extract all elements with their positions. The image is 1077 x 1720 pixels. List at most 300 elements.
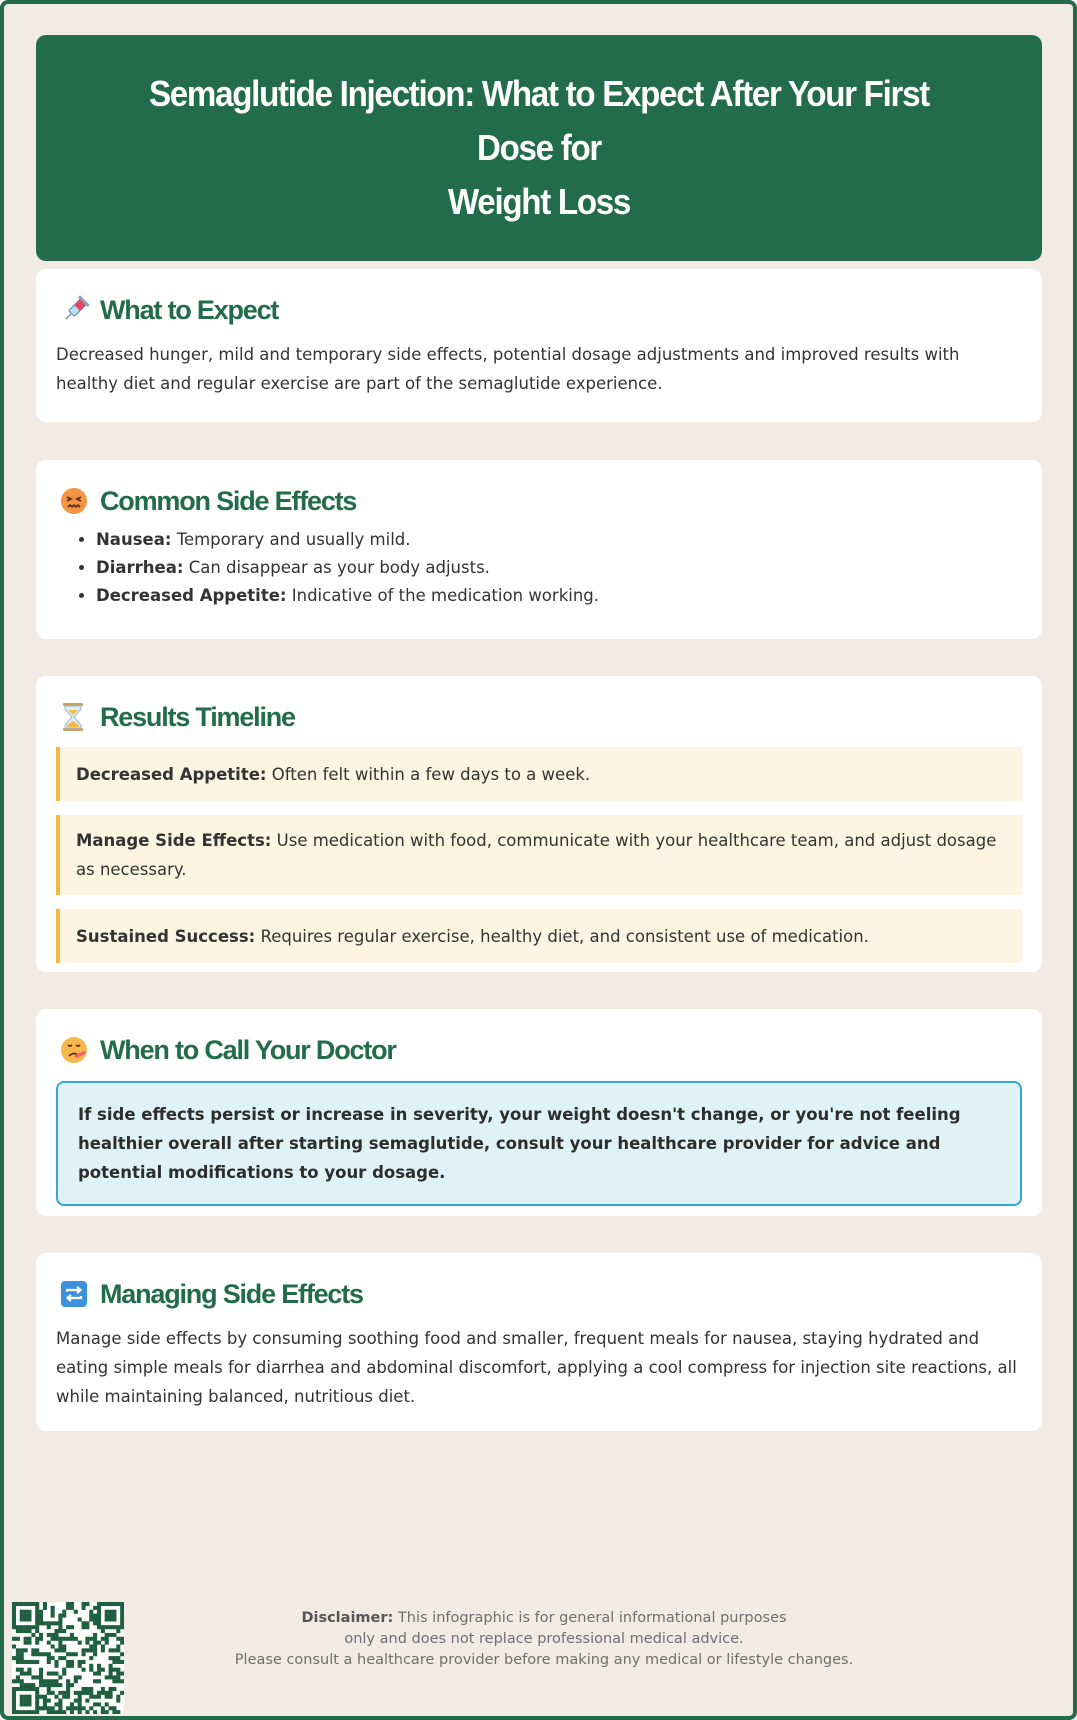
qr-module <box>51 1683 55 1687</box>
qr-module <box>78 1641 82 1645</box>
qr-module <box>89 1644 93 1648</box>
qr-module <box>16 1629 20 1633</box>
qr-module <box>35 1610 39 1614</box>
qr-module <box>27 1672 31 1676</box>
qr-module <box>70 1710 74 1714</box>
qr-module <box>78 1664 82 1668</box>
qr-module <box>74 1699 78 1703</box>
qr-module <box>112 1614 116 1618</box>
qr-module <box>24 1617 28 1621</box>
qr-module <box>93 1644 97 1648</box>
qr-module <box>39 1679 43 1683</box>
qr-module <box>12 1691 16 1695</box>
side-effect-label: Nausea: <box>96 530 172 549</box>
qr-module <box>82 1602 86 1606</box>
qr-module <box>12 1606 16 1610</box>
qr-module <box>39 1695 43 1699</box>
qr-module <box>35 1675 39 1679</box>
qr-module <box>16 1660 20 1664</box>
qr-module <box>70 1637 74 1641</box>
qr-module <box>105 1675 109 1679</box>
qr-module <box>120 1641 124 1645</box>
qr-module <box>116 1648 120 1652</box>
qr-module <box>93 1648 97 1652</box>
qr-module <box>35 1606 39 1610</box>
confounded-face-icon <box>56 484 96 518</box>
qr-module <box>97 1691 101 1695</box>
qr-module <box>58 1625 62 1629</box>
qr-module <box>51 1672 55 1676</box>
page-title-line2: Weight Loss <box>447 181 631 222</box>
qr-module <box>62 1691 66 1695</box>
qr-module <box>35 1614 39 1618</box>
qr-module <box>116 1625 120 1629</box>
what-to-expect-card <box>36 269 1042 422</box>
qr-module <box>51 1633 55 1637</box>
qr-module <box>93 1633 97 1637</box>
qr-module <box>39 1633 43 1637</box>
qr-module <box>58 1621 62 1625</box>
qr-module <box>12 1621 16 1625</box>
qr-module <box>66 1606 70 1610</box>
qr-module <box>20 1629 24 1633</box>
timeline-label: Manage Side Effects: <box>76 831 272 850</box>
qr-module <box>47 1679 51 1683</box>
call-doctor-heading <box>56 1033 1022 1067</box>
sick-face-icon <box>56 1033 96 1067</box>
managing-side-effects-heading <box>56 1277 1022 1311</box>
qr-module <box>35 1648 39 1652</box>
qr-module <box>97 1606 101 1610</box>
qr-module <box>27 1668 31 1672</box>
qr-module <box>101 1710 105 1714</box>
qr-module <box>31 1683 35 1687</box>
qr-module <box>70 1660 74 1664</box>
qr-module <box>47 1660 51 1664</box>
qr-module <box>70 1664 74 1668</box>
qr-module <box>47 1691 51 1695</box>
qr-module <box>109 1648 113 1652</box>
qr-module <box>24 1610 28 1614</box>
qr-module <box>101 1629 105 1633</box>
qr-module <box>78 1702 82 1706</box>
qr-module <box>47 1683 51 1687</box>
qr-module <box>27 1625 31 1629</box>
qr-module <box>31 1675 35 1679</box>
qr-module <box>54 1664 58 1668</box>
qr-module <box>78 1710 82 1714</box>
qr-module <box>97 1602 101 1606</box>
qr-module <box>112 1633 116 1637</box>
qr-module <box>51 1679 55 1683</box>
qr-module <box>47 1699 51 1703</box>
qr-module <box>85 1621 89 1625</box>
qr-module <box>109 1675 113 1679</box>
qr-module <box>27 1641 31 1645</box>
qr-module <box>47 1652 51 1656</box>
qr-module <box>105 1710 109 1714</box>
common-side-effects-heading <box>56 484 1022 518</box>
qr-module <box>16 1656 20 1660</box>
qr-module <box>109 1706 113 1710</box>
qr-module <box>35 1617 39 1621</box>
qr-module <box>39 1675 43 1679</box>
results-timeline-heading <box>56 700 1022 734</box>
qr-module <box>112 1668 116 1672</box>
qr-module <box>74 1679 78 1683</box>
qr-module <box>82 1606 86 1610</box>
qr-module <box>89 1691 93 1695</box>
qr-module <box>43 1621 47 1625</box>
qr-module <box>78 1675 82 1679</box>
qr-module <box>35 1621 39 1625</box>
qr-module <box>97 1668 101 1672</box>
qr-module <box>51 1621 55 1625</box>
qr-module <box>35 1625 39 1629</box>
qr-module <box>24 1614 28 1618</box>
qr-module <box>31 1633 35 1637</box>
qr-module <box>58 1641 62 1645</box>
qr-module <box>24 1602 28 1606</box>
qr-module <box>120 1672 124 1676</box>
qr-module <box>35 1699 39 1703</box>
qr-module <box>27 1695 31 1699</box>
qr-module <box>97 1672 101 1676</box>
qr-module <box>66 1691 70 1695</box>
qr-module <box>89 1637 93 1641</box>
qr-module <box>97 1617 101 1621</box>
qr-module <box>78 1617 82 1621</box>
qr-module <box>47 1621 51 1625</box>
qr-module <box>112 1710 116 1714</box>
qr-module <box>120 1614 124 1618</box>
qr-module <box>20 1610 24 1614</box>
qr-module <box>89 1687 93 1691</box>
qr-module <box>47 1672 51 1676</box>
qr-module <box>105 1641 109 1645</box>
page-title-line1: Semaglutide Injection: What to Expect After Your First Dose for <box>148 73 930 168</box>
qr-module <box>27 1614 31 1618</box>
qr-module <box>66 1706 70 1710</box>
qr-module <box>58 1702 62 1706</box>
qr-module <box>43 1679 47 1683</box>
call-doctor-text: If side effects persist or increase in severity, your weight doesn't change, or you're not feeling healthier overall after starting semaglutide, consult your healthcare provider for advice and potential modifications to your dosage. <box>78 1105 961 1182</box>
qr-module <box>58 1637 62 1641</box>
qr-module <box>58 1617 62 1621</box>
qr-module <box>93 1614 97 1618</box>
qr-module <box>12 1710 16 1714</box>
qr-module <box>89 1668 93 1672</box>
qr-module <box>78 1695 82 1699</box>
qr-module <box>31 1652 35 1656</box>
header-banner <box>36 35 1042 261</box>
timeline-label: Decreased Appetite: <box>76 764 267 784</box>
qr-module <box>24 1641 28 1645</box>
call-doctor-alert <box>56 1081 1022 1206</box>
qr-module <box>12 1695 16 1699</box>
what-to-expect-title: What to Expect <box>100 294 279 325</box>
qr-module <box>20 1683 24 1687</box>
qr-module <box>58 1656 62 1660</box>
qr-module <box>43 1683 47 1687</box>
qr-module <box>85 1641 89 1645</box>
qr-module <box>47 1656 51 1660</box>
qr-module <box>120 1606 124 1610</box>
qr-module <box>105 1637 109 1641</box>
qr-module <box>54 1702 58 1706</box>
qr-module <box>16 1648 20 1652</box>
qr-module <box>54 1679 58 1683</box>
common-side-effects-title: Common Side Effects <box>100 485 357 516</box>
qr-module <box>112 1617 116 1621</box>
qr-module <box>85 1691 89 1695</box>
timeline-text: Requires regular exercise, healthy diet, and consistent use of medication. <box>260 926 869 946</box>
qr-module <box>35 1691 39 1695</box>
timeline-item <box>56 909 1022 963</box>
qr-module <box>101 1687 105 1691</box>
qr-module <box>89 1648 93 1652</box>
qr-module <box>16 1687 20 1691</box>
qr-module <box>120 1610 124 1614</box>
qr-module <box>112 1687 116 1691</box>
qr-module <box>35 1629 39 1633</box>
qr-module <box>66 1637 70 1641</box>
qr-module <box>85 1687 89 1691</box>
qr-module <box>54 1695 58 1699</box>
qr-module <box>62 1637 66 1641</box>
qr-module <box>97 1621 101 1625</box>
qr-module <box>35 1641 39 1645</box>
disclaimer-label: Disclaimer: <box>301 1610 394 1626</box>
qr-module <box>66 1687 70 1691</box>
qr-module <box>109 1614 113 1618</box>
qr-module <box>101 1637 105 1641</box>
managing-side-effects-text: Manage side effects by consuming soothing food and smaller, frequent meals for nausea, staying hydrated and eating simple meals for diarrhea and abdominal discomfort, applying a cool compress for injection site reactions, all while maintaining balanced, nutritious diet. <box>56 1329 1017 1406</box>
qr-module <box>24 1660 28 1664</box>
qr-module <box>97 1641 101 1645</box>
qr-module <box>74 1675 78 1679</box>
qr-module <box>82 1652 86 1656</box>
qr-module <box>27 1702 31 1706</box>
qr-module <box>51 1610 55 1614</box>
qr-module <box>78 1660 82 1664</box>
side-effect-label: Decreased Appetite: <box>96 586 287 605</box>
qr-module <box>58 1691 62 1695</box>
qr-module <box>39 1617 43 1621</box>
qr-module <box>24 1683 28 1687</box>
qr-module <box>47 1625 51 1629</box>
qr-module <box>105 1691 109 1695</box>
qr-module <box>70 1706 74 1710</box>
qr-module <box>31 1602 35 1606</box>
qr-module <box>105 1602 109 1606</box>
qr-module <box>12 1644 16 1648</box>
qr-module <box>70 1652 74 1656</box>
side-effect-text: Can disappear as your body adjusts. <box>188 558 490 577</box>
qr-module <box>35 1687 39 1691</box>
qr-module <box>93 1637 97 1641</box>
list-item <box>96 554 1022 582</box>
qr-module <box>66 1683 70 1687</box>
qr-module <box>74 1610 78 1614</box>
qr-module <box>24 1702 28 1706</box>
qr-module <box>43 1602 47 1606</box>
qr-module <box>51 1637 55 1641</box>
qr-module <box>43 1706 47 1710</box>
qr-module <box>54 1672 58 1676</box>
qr-module <box>24 1695 28 1699</box>
call-doctor-title: When to Call Your Doctor <box>100 1034 396 1065</box>
qr-module <box>101 1602 105 1606</box>
qr-module <box>51 1710 55 1714</box>
qr-module <box>62 1672 66 1676</box>
qr-module <box>93 1710 97 1714</box>
qr-module <box>31 1648 35 1652</box>
qr-module <box>39 1672 43 1676</box>
qr-module <box>85 1699 89 1703</box>
qr-module <box>101 1706 105 1710</box>
qr-module <box>120 1621 124 1625</box>
qr-module <box>112 1706 116 1710</box>
qr-module <box>112 1660 116 1664</box>
qr-module <box>105 1633 109 1637</box>
qr-module <box>116 1629 120 1633</box>
qr-module <box>116 1656 120 1660</box>
qr-module <box>74 1637 78 1641</box>
qr-module <box>89 1617 93 1621</box>
qr-module <box>105 1614 109 1618</box>
qr-module <box>116 1668 120 1672</box>
qr-module <box>66 1695 70 1699</box>
qr-module <box>54 1660 58 1664</box>
qr-module <box>116 1644 120 1648</box>
qr-module <box>20 1652 24 1656</box>
qr-module <box>31 1625 35 1629</box>
qr-module <box>27 1629 31 1633</box>
qr-module <box>93 1606 97 1610</box>
qr-module <box>116 1602 120 1606</box>
hourglass-icon <box>56 700 96 734</box>
qr-module <box>109 1687 113 1691</box>
qr-module <box>12 1699 16 1703</box>
qr-module <box>20 1668 24 1672</box>
qr-module <box>116 1637 120 1641</box>
qr-module <box>20 1710 24 1714</box>
qr-module <box>109 1602 113 1606</box>
qr-module <box>93 1672 97 1676</box>
qr-module <box>39 1637 43 1641</box>
qr-module <box>97 1695 101 1699</box>
qr-module <box>20 1602 24 1606</box>
qr-module <box>35 1702 39 1706</box>
qr-module <box>101 1644 105 1648</box>
qr-module <box>47 1687 51 1691</box>
qr-module <box>62 1648 66 1652</box>
qr-module <box>35 1660 39 1664</box>
repeat-arrows-icon <box>56 1277 96 1311</box>
syringe-icon <box>56 293 96 327</box>
qr-module <box>82 1621 86 1625</box>
qr-module <box>74 1652 78 1656</box>
qr-module <box>116 1710 120 1714</box>
qr-module <box>120 1691 124 1695</box>
qr-module <box>12 1610 16 1614</box>
qr-module <box>112 1610 116 1614</box>
qr-module <box>12 1656 16 1660</box>
qr-module <box>35 1652 39 1656</box>
qr-module <box>109 1664 113 1668</box>
qr-module <box>101 1691 105 1695</box>
qr-module <box>20 1687 24 1691</box>
qr-module <box>24 1710 28 1714</box>
qr-module <box>58 1644 62 1648</box>
qr-module <box>35 1602 39 1606</box>
qr-module <box>89 1614 93 1618</box>
side-effect-text: Temporary and usually mild. <box>176 530 411 549</box>
qr-module <box>62 1629 66 1633</box>
qr-module <box>27 1687 31 1691</box>
what-to-expect-text: Decreased hunger, mild and temporary side effects, potential dosage adjustments and improved results with healthy diet and regular exercise are part of the semaglutide experience. <box>56 345 960 393</box>
qr-module <box>16 1637 20 1641</box>
qr-module <box>20 1702 24 1706</box>
qr-module <box>82 1706 86 1710</box>
what-to-expect-heading <box>56 293 1022 327</box>
qr-module <box>27 1617 31 1621</box>
side-effect-text: Indicative of the medication working. <box>291 586 600 605</box>
qr-module <box>58 1683 62 1687</box>
qr-module <box>24 1629 28 1633</box>
call-doctor-card <box>36 1009 1042 1216</box>
qr-module <box>82 1648 86 1652</box>
qr-module <box>89 1664 93 1668</box>
qr-module <box>20 1648 24 1652</box>
qr-module <box>85 1710 89 1714</box>
qr-module <box>116 1660 120 1664</box>
qr-module <box>97 1664 101 1668</box>
qr-module <box>58 1629 62 1633</box>
qr-module <box>16 1652 20 1656</box>
qr-module <box>43 1695 47 1699</box>
qr-module <box>20 1660 24 1664</box>
qr-module <box>12 1625 16 1629</box>
qr-module <box>109 1668 113 1672</box>
qr-module <box>20 1679 24 1683</box>
qr-module <box>82 1625 86 1629</box>
qr-module <box>93 1641 97 1645</box>
qr-module <box>20 1617 24 1621</box>
qr-module <box>12 1706 16 1710</box>
qr-module <box>82 1691 86 1695</box>
qr-module <box>58 1699 62 1703</box>
qr-module <box>112 1625 116 1629</box>
qr-module <box>39 1668 43 1672</box>
qr-module <box>101 1648 105 1652</box>
qr-module <box>39 1652 43 1656</box>
results-timeline-card <box>36 676 1042 972</box>
qr-module <box>27 1660 31 1664</box>
qr-module <box>112 1656 116 1660</box>
qr-module <box>112 1602 116 1606</box>
qr-module <box>109 1610 113 1614</box>
qr-module <box>78 1691 82 1695</box>
qr-module <box>51 1691 55 1695</box>
qr-module <box>97 1625 101 1629</box>
qr-module <box>39 1683 43 1687</box>
qr-module <box>24 1625 28 1629</box>
qr-module <box>82 1668 86 1672</box>
side-effect-label: Diarrhea: <box>96 558 184 577</box>
qr-module <box>31 1660 35 1664</box>
